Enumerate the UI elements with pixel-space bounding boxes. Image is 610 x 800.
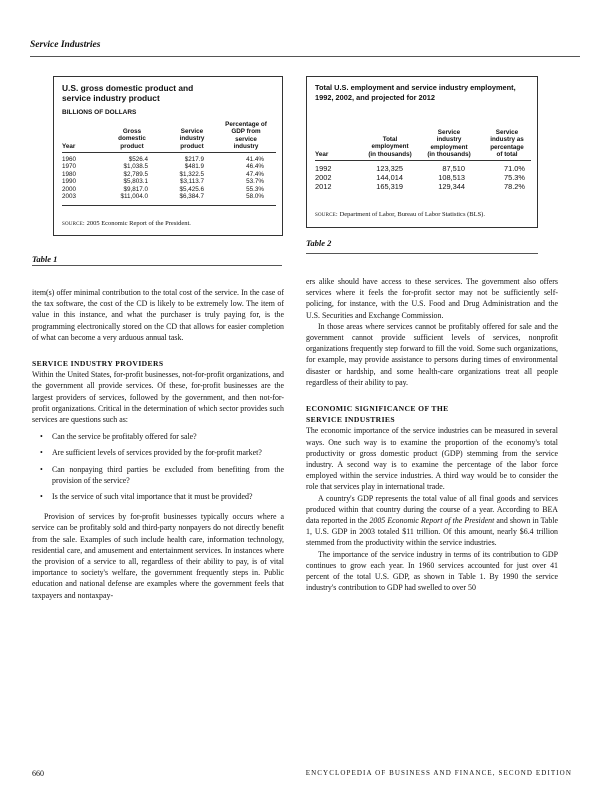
list-item: • Is the service of such vital importance that it must be provided? — [52, 491, 284, 502]
table1-header-year: Year — [62, 143, 76, 150]
table2-caption-rule — [306, 253, 538, 254]
table-row: 1980 $2,789.5 $1,322.5 47.4% — [62, 170, 264, 178]
table2-title-line1: Total U.S. employment and service industry employment, — [315, 83, 516, 92]
table1-header-gross: Gross domestic product — [118, 128, 146, 150]
right-column — [306, 276, 558, 593]
table-row: 1960 $526.4 $217.9 41.4% — [62, 156, 264, 163]
right-paragraph-5: The importance of the service industry in terms of its contribution to GDP continues to grow each year. In 1960 services accounted for just over 41 percent of the total U.S. GDP, as shown in Table 1. By 1990 the service industry's contribution to GDP had swelled to over 50 — [306, 549, 558, 593]
list-item: • Are sufficient levels of services provided by the for-profit market? — [52, 447, 284, 458]
table-row: 2012 165,319 129,344 78.2% — [315, 182, 525, 191]
left-column — [32, 287, 284, 601]
table1-rows — [62, 156, 276, 200]
right-paragraph-4: A country's GDP represents the total value of all final goods and services produced within that country during the course of a year. According to BEA data reported in the 2005 Economic Report of the President and shown in Table 1, U.S. GDP in 2003 totaled $11 trillion. Of this amount, nearly $6.4 trillion stemmed from the productivity within the service industries. — [306, 493, 558, 548]
table1-box — [53, 76, 283, 236]
table2-title-line2: 1992, 2002, and projected for 2012 — [315, 93, 435, 102]
table2-header-total: Total employment (in thousands) — [368, 136, 412, 158]
table2-rows — [315, 164, 531, 191]
table1-caption: Table 1 — [32, 254, 58, 264]
table-row: 1990 $5,803.1 $3,113.7 53.7% — [62, 178, 264, 186]
left-paragraph-3: Provision of services by for-profit businesses typically occurs where a service can be profitably sold and third-party nonpayers do not directly benefit from the sale. Examples of such include health care, information technology, residential care, and amusement and entertainment services. In instances where the provision of a service to all, regardless of their ability to pay, is of vital importance to society's welfare, the government frequently steps in. Public education and national defense are examples where the government feels that taxpayers and nontaxpay- — [32, 512, 284, 600]
table2-header-service: Service industry employment (in thousands) — [427, 129, 471, 159]
table1-source: source: 2005 Economic Report of the President. — [62, 220, 191, 227]
list-item: • Can the service be profitably offered for sale? — [52, 431, 284, 442]
table2-caption: Table 2 — [306, 238, 332, 248]
table1-caption-rule — [32, 265, 282, 266]
table2-header-year: Year — [315, 151, 329, 158]
left-paragraph-1: item(s) offer minimal contribution to the total cost of the service. In the case of the tax software, the cost of the CD is likely to be extremely low. The item of value in this instance, and what the purchaser is truly paying for, is the programming electronically stored on the CD that allows for easier completion of what can become a very arduous annual task. — [32, 288, 284, 342]
section-heading-economic: ECONOMIC SIGNIFICANCE OF THE SERVICE INDUSTRIES — [306, 404, 449, 425]
page-number: 660 — [32, 769, 44, 778]
table-row: 1992 123,325 87,510 71.0% — [315, 164, 525, 173]
right-paragraph-1: ers alike should have access to these services. The government also offers services where it feels the for-profit sector may not be sufficiently self-policing, for instance, with the U.S. Food and Drug Administration and the U.S. Securities and Exchange Commission. — [306, 277, 558, 320]
table-row: 2000 $9,817.0 $5,425.6 55.3% — [62, 185, 264, 193]
book-title: ENCYCLOPEDIA OF BUSINESS AND FINANCE, SECOND EDITION — [305, 769, 572, 777]
section-heading-providers: SERVICE INDUSTRY PROVIDERS — [32, 359, 164, 369]
right-paragraph-2: In those areas where services cannot be profitably offered for sale and the government cannot provide sufficient levels of services, nonprofit organizations frequently step forward to fill the void. Some such organizations, for example, may provide assistance to persons during times of environmental disaster or hardship, and some health-care organizations treat all people regardless of their ability to pay. — [306, 321, 558, 387]
table1-title-line1: U.S. gross domestic product and — [62, 83, 194, 93]
table-row: 2002 144,014 108,513 75.3% — [315, 173, 525, 182]
right-paragraph-3: The economic importance of the service industries can be measured in several ways. One such way is to examine the proportion of the economy's total productivity or gross domestic product (GDP) stemming from the service industry. A second way is to examine the percentage of the labor force employed within the service industries. A third way would be to consider the role that services play in international trade. — [306, 426, 558, 492]
table1-title-line2: service industry product — [62, 93, 160, 103]
table1-header-pct: Percentage of GDP from service industry — [225, 121, 267, 151]
table1-header-rule — [62, 152, 276, 153]
table2-grid — [315, 129, 531, 209]
list-item: • Can nonpaying third parties be excluded from benefiting from the provision of the service? — [52, 464, 284, 486]
question-list — [32, 431, 284, 502]
table1-header-service: Service industry product — [179, 128, 205, 150]
table1-bottom-rule — [62, 205, 276, 206]
table2-box — [306, 76, 538, 228]
table1-subtitle: BILLIONS OF DOLLARS — [62, 109, 137, 116]
running-head: Service Industries — [30, 40, 101, 50]
table-row: 1970 $1,038.5 $481.9 46.4% — [62, 163, 264, 171]
table2-header-pct: Service industry as percentage of total — [490, 129, 524, 159]
table2-source: source: Department of Labor, Bureau of Labor Statistics (BLS). — [315, 211, 485, 218]
table-row: 2003 $11,004.0 $6,384.7 58.0% — [62, 192, 264, 200]
top-rule — [30, 56, 580, 57]
left-paragraph-2: Within the United States, for-profit businesses, not-for-profit organizations, and the government all provide services. Of these, for-profit businesses are the largest providers of services, followed by the government, and then not-for-profit organizations. Critical in the determination of which sector provides such services are questions such as: — [32, 370, 284, 425]
table2-header-rule — [315, 160, 531, 161]
